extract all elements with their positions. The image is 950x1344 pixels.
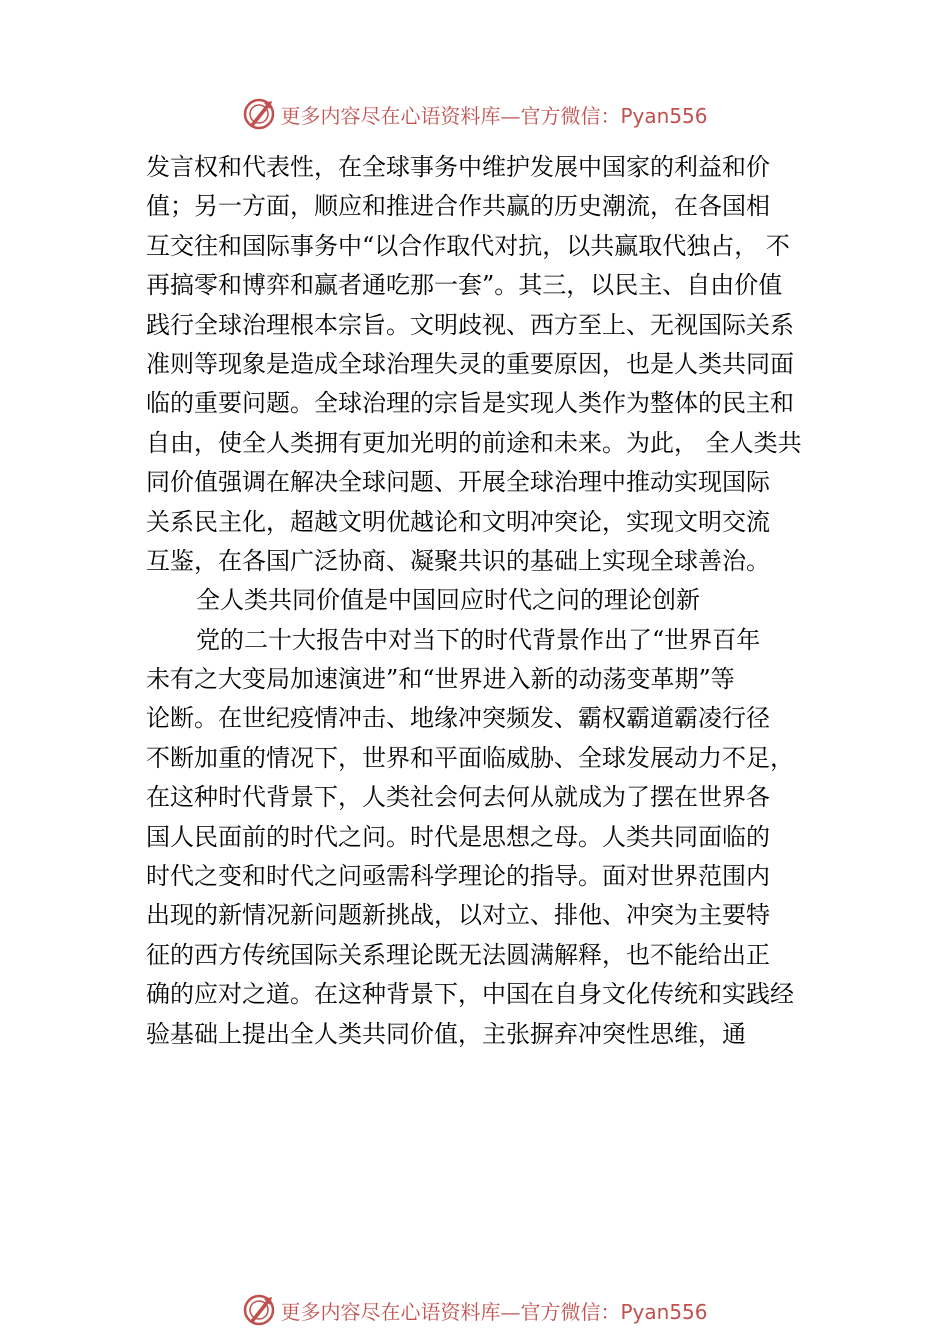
paragraph-line: 互鉴，在各国广泛协商、凝聚共识的基础上实现全球善治。 xyxy=(146,546,770,575)
paragraph-line: 时代之变和时代之问亟需科学理论的指导。面对世界范围内 xyxy=(146,862,770,891)
paragraph-line: 征的西方传统国际关系理论既无法圆满解释，也不能给出正 xyxy=(146,940,770,969)
paragraph-line: 再搞零和博弈和赢者通吃那一套”。其三，以民主、自由价值 xyxy=(146,271,783,300)
quill-pen-icon xyxy=(242,1293,276,1327)
document-body xyxy=(146,148,826,1054)
footer-banner-contact: Pyan556 xyxy=(620,1299,708,1324)
footer-banner-text xyxy=(280,1296,707,1325)
paragraph-line: 值；另一方面，顺应和推进合作共赢的历史潮流，在各国相 xyxy=(146,192,770,221)
footer-banner xyxy=(0,1290,950,1330)
paragraph-line: 互交往和国际事务中“以合作取代对抗，以共赢取代独占， 不 xyxy=(146,231,790,260)
paragraph-line: 党的二十大报告中对当下的时代背景作出了“世界百年 xyxy=(196,625,761,654)
quill-pen-icon xyxy=(242,97,276,131)
paragraph-line: 不断加重的情况下，世界和平面临威胁、全球发展动力不足， xyxy=(146,743,794,772)
paragraph-line: 准则等现象是造成全球治理失灵的重要原因，也是人类共同面 xyxy=(146,349,794,378)
paragraph-line: 未有之大变局加速演进”和“世界进入新的动荡变革期”等 xyxy=(146,665,735,694)
paragraph-line: 在这种时代背景下，人类社会何去何从就成为了摆在世界各 xyxy=(146,783,770,812)
paragraph-line: 践行全球治理根本宗旨。文明歧视、西方至上、无视国际关系 xyxy=(146,310,794,339)
footer-banner-label: 更多内容尽在心语资料库—官方微信： xyxy=(280,1299,621,1324)
paragraph-line: 临的重要问题。全球治理的宗旨是实现人类作为整体的民主和 xyxy=(146,389,794,418)
header-banner-text xyxy=(280,100,707,129)
paragraph-line: 出现的新情况新问题新挑战，以对立、排他、冲突为主要特 xyxy=(146,901,770,930)
section-heading: 全人类共同价值是中国回应时代之问的理论创新 xyxy=(196,586,700,615)
header-banner-label: 更多内容尽在心语资料库—官方微信： xyxy=(280,103,621,128)
paragraph-line: 关系民主化，超越文明优越论和文明冲突论，实现文明交流 xyxy=(146,507,770,536)
paragraph-line: 国人民面前的时代之问。时代是思想之母。人类共同面临的 xyxy=(146,822,770,851)
paragraph-line: 确的应对之道。在这种背景下，中国在自身文化传统和实践经 xyxy=(146,980,794,1009)
paragraph-line: 发言权和代表性，在全球事务中维护发展中国家的利益和价 xyxy=(146,153,770,181)
paragraph-line: 论断。在世纪疫情冲击、地缘冲突频发、霸权霸道霸凌行径 xyxy=(146,704,770,733)
header-banner-contact: Pyan556 xyxy=(620,103,708,128)
paragraph-line: 同价值强调在解决全球问题、开展全球治理中推动实现国际 xyxy=(146,468,770,497)
header-banner xyxy=(0,94,950,134)
paragraph-line: 自由，使全人类拥有更加光明的前途和未来。为此， 全人类共 xyxy=(146,428,802,457)
paragraph-line: 验基础上提出全人类共同价值，主张摒弃冲突性思维，通 xyxy=(146,1019,746,1048)
